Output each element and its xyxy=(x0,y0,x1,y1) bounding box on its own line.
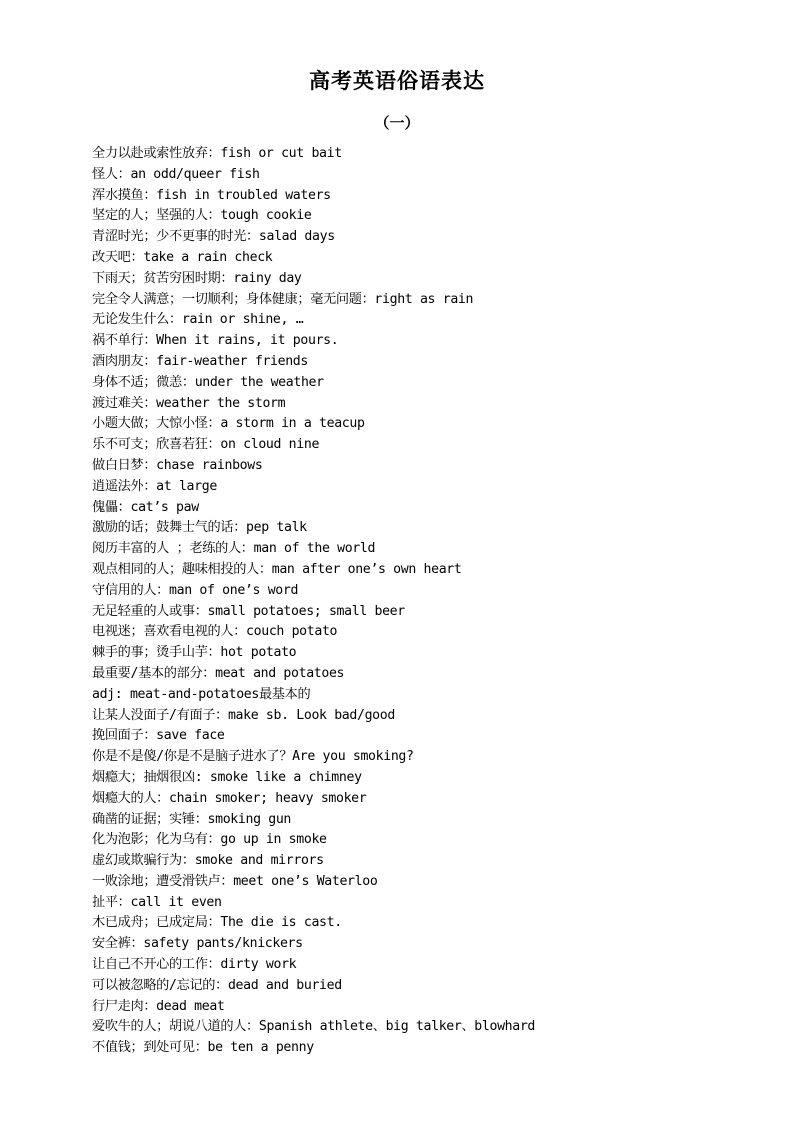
list-item: 阅历丰富的人 ；老练的人：man of the world xyxy=(92,541,376,557)
list-item: 全力以赴或索性放弃：fish or cut bait xyxy=(92,146,342,161)
section-heading: （一） xyxy=(374,114,420,132)
list-item: 挽回面子：save face xyxy=(92,728,225,744)
list-item: 让某人没面子/有面子：make sb. Look bad/good xyxy=(92,707,395,723)
list-item: 你是不是傻/你是不是脑子进水了？Are you smoking? xyxy=(92,749,414,765)
list-item: 身体不适；微恙：under the weather xyxy=(92,374,324,390)
list-item: 逍遥法外：at large xyxy=(92,478,217,494)
list-item: 棘手的事；烫手山芋：hot potato xyxy=(92,645,297,661)
list-item: 无论发生什么：rain or shine, … xyxy=(92,312,304,328)
list-item: 无足轻重的人或事：small potatoes; small beer xyxy=(92,603,405,619)
list-item: 渡过难关：weather the storm xyxy=(92,395,286,411)
list-item: 改天吧：take a rain check xyxy=(92,249,273,265)
list-item: 不值钱；到处可见：be ten a penny xyxy=(92,1040,314,1056)
list-item: 木已成舟；已成定局：The die is cast. xyxy=(92,915,342,931)
list-item: 祸不单行：When it rains, it pours. xyxy=(92,333,339,349)
idiom-list xyxy=(92,144,772,1059)
list-item: adj: meat-and-potatoes最基本的 xyxy=(92,686,311,702)
list-item: 做白日梦：chase rainbows xyxy=(92,457,263,473)
list-item: 让自己不开心的工作：dirty work xyxy=(92,957,297,973)
list-item: 观点相同的人；趣味相投的人：man after one’s own heart xyxy=(92,561,462,577)
list-item: 行尸走肉：dead meat xyxy=(92,998,225,1014)
list-item: 浑水摸鱼：fish in troubled waters xyxy=(92,187,331,203)
list-item: 酒肉朋友：fair-weather friends xyxy=(92,353,308,369)
list-item: 一败涂地；遭受滑铁卢：meet one’s Waterloo xyxy=(92,873,378,889)
list-item: 烟瘾大；抽烟很凶: smoke like a chimney xyxy=(92,769,362,785)
list-item: 乐不可支；欣喜若狂：on cloud nine xyxy=(92,437,320,453)
list-item: 可以被忽略的/忘记的：dead and buried xyxy=(92,977,342,993)
list-item: 最重要/基本的部分：meat and potatoes xyxy=(92,665,345,681)
list-item: 虚幻或欺骗行为：smoke and mirrors xyxy=(92,853,324,869)
list-item: 下雨天；贫苦穷困时期：rainy day xyxy=(92,270,302,286)
list-item: 小题大做；大惊小怪：a storm in a teacup xyxy=(92,416,365,432)
list-item: 烟瘾大的人：chain smoker; heavy smoker xyxy=(92,790,367,806)
list-item: 确凿的证据；实锤：smoking gun xyxy=(92,811,292,827)
list-item: 坚定的人；坚强的人：tough cookie xyxy=(92,208,312,224)
list-item: 青涩时光；少不更事的时光：salad days xyxy=(92,229,335,245)
list-item: 守信用的人：man of one’s word xyxy=(92,582,299,598)
list-item: 完全令人满意；一切顺利；身体健康；毫无问题：right as rain xyxy=(92,291,474,307)
list-item: 化为泡影；化为乌有：go up in smoke xyxy=(92,832,327,848)
list-item: 怪人：an odd/queer fish xyxy=(92,166,260,182)
list-item: 电视迷；喜欢看电视的人：couch potato xyxy=(92,624,338,640)
list-item: 爱吹牛的人；胡说八道的人：Spanish athlete、big talker、blowhard xyxy=(92,1019,536,1035)
list-item: 扯平：call it even xyxy=(92,894,222,910)
list-item: 傀儡：cat’s paw xyxy=(92,499,199,515)
page-title: 高考英语俗语表达 xyxy=(309,68,485,93)
list-item: 安全裤：safety pants/knickers xyxy=(92,936,303,952)
list-item: 激励的话；鼓舞士气的话：pep talk xyxy=(92,520,307,536)
